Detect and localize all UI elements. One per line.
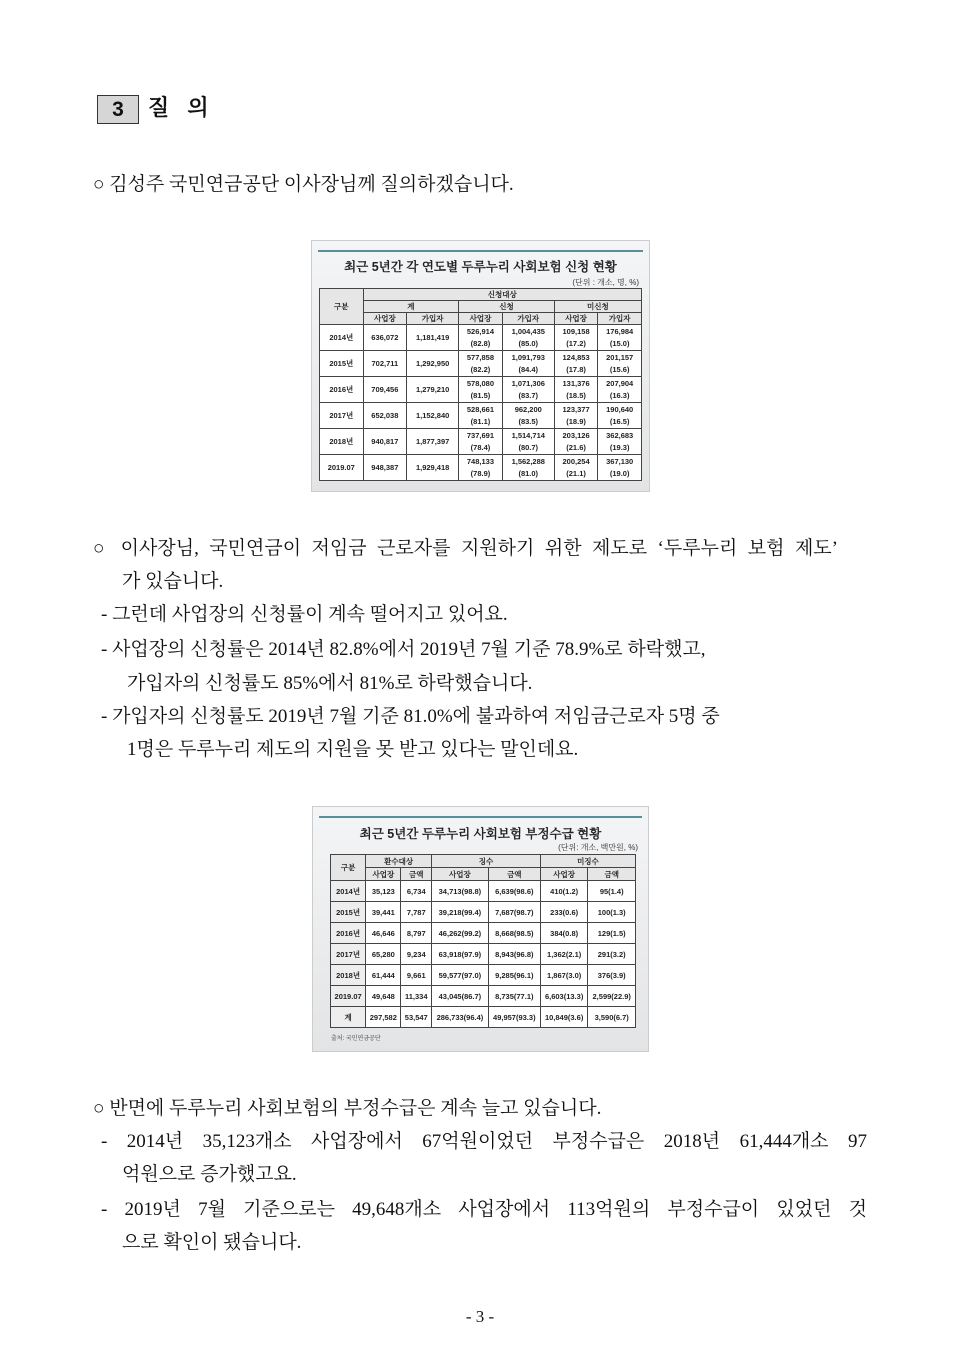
- row-label: 2014년: [320, 325, 364, 351]
- cell-applied-member-pct: (81.0): [502, 468, 554, 481]
- cell-uncollected-amount: 2,599(22.9): [588, 986, 636, 1007]
- cell-applied-member-pct: (80.7): [502, 442, 554, 455]
- title-rule: [319, 816, 642, 818]
- cell-not-biz: 109,158: [554, 325, 598, 338]
- cell-applied-biz-pct: (82.8): [459, 338, 503, 351]
- cell-applied-member: 1,071,306: [502, 377, 554, 390]
- cell-not-member-pct: (15.0): [598, 338, 642, 351]
- cell-applied-biz-pct: (78.9): [459, 468, 503, 481]
- cell-applied-member-pct: (84.4): [502, 364, 554, 377]
- table-unit: (단위: 개소, 백만원, %): [558, 843, 638, 852]
- cell-uncollected-biz: 10,849(3.6): [540, 1007, 588, 1028]
- cell-total-biz: 702,711: [363, 351, 407, 377]
- table-source: 출처: 국민연금공단: [331, 1036, 381, 1042]
- cell-collected-biz: 39,218(99.4): [432, 902, 489, 923]
- para2-line-5: 으로 확인이 됐습니다.: [122, 1232, 302, 1253]
- table-title: 최근 5년간 각 연도별 두루누리 사회보험 신청 현황: [344, 260, 617, 274]
- cell-uncollected-amount: 100(1.3): [588, 902, 636, 923]
- cell-uncollected-biz: 6,603(13.3): [540, 986, 588, 1007]
- table-row: [320, 351, 642, 364]
- para2-line-3: 억원으로 증가했고요.: [122, 1164, 297, 1185]
- para1-line-1: ○ 이사장님, 국민연금이 저임금 근로자를 지원하기 위한 제도로 ‘두루누리 보험 제도’: [93, 538, 838, 559]
- cell-applied-biz: 577,858: [459, 351, 503, 364]
- table-row: [331, 965, 636, 986]
- row-label: 2017년: [331, 944, 366, 965]
- cell-refund-amount: 9,234: [401, 944, 432, 965]
- cell-total-member: 1,279,210: [407, 377, 459, 403]
- cell-uncollected-amount: 95(1.4): [588, 881, 636, 902]
- cell-total-member: 1,152,840: [407, 403, 459, 429]
- para1-line-2: 가 있습니다.: [122, 571, 224, 592]
- table-unit: (단위 : 개소, 명, %): [572, 278, 639, 287]
- application-status-table: [319, 288, 642, 481]
- row-label: 2018년: [331, 965, 366, 986]
- cell-applied-biz-pct: (82.2): [459, 364, 503, 377]
- header-total: 계: [363, 301, 459, 313]
- cell-refund-biz: 39,441: [366, 902, 401, 923]
- cell-refund-biz: 297,582: [366, 1007, 401, 1028]
- table-row: [320, 429, 642, 442]
- cell-total-member: 1,181,419: [407, 325, 459, 351]
- cell-uncollected-amount: 129(1.5): [588, 923, 636, 944]
- header-not-applied: 미신청: [554, 301, 641, 313]
- cell-total-member: 1,292,950: [407, 351, 459, 377]
- cell-not-member-pct: (19.3): [598, 442, 642, 455]
- cell-refund-biz: 49,648: [366, 986, 401, 1007]
- intro-line: ○ 김성주 국민연금공단 이사장님께 질의하겠습니다.: [93, 174, 514, 195]
- row-label: 2016년: [320, 377, 364, 403]
- cell-not-member: 190,640: [598, 403, 642, 416]
- row-label: 2019.07: [320, 455, 364, 481]
- cell-not-member-pct: (16.5): [598, 416, 642, 429]
- cell-not-biz: 123,377: [554, 403, 598, 416]
- row-label: 2018년: [320, 429, 364, 455]
- para2-line-1: ○ 반면에 두루누리 사회보험의 부정수급은 계속 늘고 있습니다.: [93, 1098, 602, 1119]
- row-label: 2014년: [331, 881, 366, 902]
- table-row: [331, 1007, 636, 1028]
- cell-applied-member: 962,200: [502, 403, 554, 416]
- header-member: 가입자: [502, 313, 554, 325]
- header-member: 가입자: [407, 313, 459, 325]
- cell-applied-member: 1,004,435: [502, 325, 554, 338]
- header-group: 구분: [331, 855, 366, 881]
- cell-total-member: 1,929,418: [407, 455, 459, 481]
- cell-total-biz: 636,072: [363, 325, 407, 351]
- cell-not-biz-pct: (18.9): [554, 416, 598, 429]
- cell-refund-biz: 46,646: [366, 923, 401, 944]
- table-row: [331, 944, 636, 965]
- cell-collected-biz: 43,045(86.7): [432, 986, 489, 1007]
- cell-uncollected-amount: 3,590(6.7): [588, 1007, 636, 1028]
- cell-refund-amount: 53,547: [401, 1007, 432, 1028]
- cell-not-biz: 203,126: [554, 429, 598, 442]
- fraud-status-table: [330, 854, 636, 1028]
- header-biz: 사업장: [540, 868, 588, 881]
- cell-applied-member-pct: (83.7): [502, 390, 554, 403]
- header-biz: 사업장: [366, 868, 401, 881]
- cell-not-member-pct: (16.3): [598, 390, 642, 403]
- cell-total-biz: 948,387: [363, 455, 407, 481]
- cell-not-biz-pct: (21.1): [554, 468, 598, 481]
- header-amount: 금액: [588, 868, 636, 881]
- cell-collected-amount: 8,943(96.8): [488, 944, 540, 965]
- cell-not-biz-pct: (17.8): [554, 364, 598, 377]
- header-biz: 사업장: [432, 868, 489, 881]
- cell-refund-amount: 7,787: [401, 902, 432, 923]
- cell-uncollected-biz: 410(1.2): [540, 881, 588, 902]
- row-label: 2017년: [320, 403, 364, 429]
- header-amount: 금액: [488, 868, 540, 881]
- title-rule: [318, 250, 643, 252]
- table-row: [331, 902, 636, 923]
- cell-applied-member: 1,514,714: [502, 429, 554, 442]
- row-label: 2019.07: [331, 986, 366, 1007]
- cell-refund-amount: 8,797: [401, 923, 432, 944]
- header-target: 신청대상: [363, 289, 641, 301]
- cell-not-biz: 200,254: [554, 455, 598, 468]
- cell-applied-biz: 526,914: [459, 325, 503, 338]
- cell-total-member: 1,877,397: [407, 429, 459, 455]
- header-amount: 금액: [401, 868, 432, 881]
- cell-refund-amount: 6,734: [401, 881, 432, 902]
- cell-not-member: 176,984: [598, 325, 642, 338]
- table-row: [320, 325, 642, 338]
- cell-applied-biz-pct: (81.1): [459, 416, 503, 429]
- cell-total-biz: 652,038: [363, 403, 407, 429]
- cell-refund-biz: 65,280: [366, 944, 401, 965]
- cell-not-member: 207,904: [598, 377, 642, 390]
- row-label: 계: [331, 1007, 366, 1028]
- header-member: 가입자: [598, 313, 642, 325]
- cell-uncollected-amount: 291(3.2): [588, 944, 636, 965]
- cell-uncollected-biz: 233(0.6): [540, 902, 588, 923]
- cell-collected-amount: 6,639(98.6): [488, 881, 540, 902]
- cell-collected-amount: 49,957(93.3): [488, 1007, 540, 1028]
- section-title: 질 의: [148, 95, 215, 120]
- cell-applied-biz: 748,133: [459, 455, 503, 468]
- header-uncollected: 미징수: [540, 855, 635, 868]
- cell-applied-biz: 578,080: [459, 377, 503, 390]
- row-label: 2015년: [331, 902, 366, 923]
- cell-applied-member-pct: (85.0): [502, 338, 554, 351]
- fraud-status-table-image: [312, 806, 649, 1052]
- cell-uncollected-amount: 376(3.9): [588, 965, 636, 986]
- cell-not-member-pct: (19.0): [598, 468, 642, 481]
- header-collected: 징수: [432, 855, 541, 868]
- cell-applied-biz: 528,661: [459, 403, 503, 416]
- para2-line-4: - 2019년 7월 기준으로는 49,648개소 사업장에서 113억원의 부정수급이 있었던 것: [101, 1199, 867, 1220]
- cell-not-biz: 131,376: [554, 377, 598, 390]
- header-applied: 신청: [459, 301, 555, 313]
- para1-line-3: - 그런데 사업장의 신청률이 계속 떨어지고 있어요.: [101, 604, 508, 625]
- para1-line-4: - 사업장의 신청률은 2014년 82.8%에서 2019년 7월 기준 78.9%로 하락했고,: [101, 639, 706, 660]
- table-row: [320, 455, 642, 468]
- cell-not-biz-pct: (21.6): [554, 442, 598, 455]
- cell-total-biz: 940,817: [363, 429, 407, 455]
- header-group: 구분: [320, 289, 364, 325]
- cell-collected-biz: 286,733(96.4): [432, 1007, 489, 1028]
- cell-collected-biz: 46,262(99.2): [432, 923, 489, 944]
- para1-line-5: 가입자의 신청률도 85%에서 81%로 하락했습니다.: [127, 673, 533, 694]
- header-biz: 사업장: [459, 313, 503, 325]
- cell-not-biz-pct: (18.5): [554, 390, 598, 403]
- cell-applied-biz-pct: (78.4): [459, 442, 503, 455]
- cell-not-member: 201,157: [598, 351, 642, 364]
- cell-collected-amount: 7,687(98.7): [488, 902, 540, 923]
- application-status-table-image: [311, 240, 650, 492]
- table-row: [320, 377, 642, 390]
- header-biz: 사업장: [363, 313, 407, 325]
- cell-collected-biz: 59,577(97.0): [432, 965, 489, 986]
- cell-uncollected-biz: 1,362(2.1): [540, 944, 588, 965]
- cell-not-member: 367,130: [598, 455, 642, 468]
- cell-collected-amount: 8,735(77.1): [488, 986, 540, 1007]
- cell-applied-member: 1,091,793: [502, 351, 554, 364]
- cell-collected-amount: 8,668(98.5): [488, 923, 540, 944]
- para1-line-6: - 가입자의 신청률도 2019년 7월 기준 81.0%에 불과하여 저임금근로자 5명 중: [101, 706, 720, 727]
- para2-line-2: - 2014년 35,123개소 사업장에서 67억원이었던 부정수급은 2018년 61,444개소 97: [101, 1131, 867, 1152]
- cell-not-biz: 124,853: [554, 351, 598, 364]
- cell-uncollected-biz: 1,867(3.0): [540, 965, 588, 986]
- cell-uncollected-biz: 384(0.8): [540, 923, 588, 944]
- table-row: [320, 403, 642, 416]
- table-title: 최근 5년간 두루누리 사회보험 부정수급 현황: [359, 827, 602, 841]
- cell-total-biz: 709,456: [363, 377, 407, 403]
- row-label: 2016년: [331, 923, 366, 944]
- page-number: - 3 -: [465, 1307, 495, 1326]
- row-label: 2015년: [320, 351, 364, 377]
- cell-not-member: 362,683: [598, 429, 642, 442]
- cell-not-biz-pct: (17.2): [554, 338, 598, 351]
- cell-refund-biz: 35,123: [366, 881, 401, 902]
- cell-collected-biz: 34,713(98.8): [432, 881, 489, 902]
- table-row: [331, 923, 636, 944]
- cell-collected-amount: 9,285(96.1): [488, 965, 540, 986]
- cell-not-member-pct: (15.6): [598, 364, 642, 377]
- cell-collected-biz: 63,918(97.9): [432, 944, 489, 965]
- section-number: 3: [97, 95, 139, 124]
- cell-refund-amount: 9,661: [401, 965, 432, 986]
- cell-refund-amount: 11,334: [401, 986, 432, 1007]
- cell-applied-biz-pct: (81.5): [459, 390, 503, 403]
- cell-refund-biz: 61,444: [366, 965, 401, 986]
- table-row: [331, 986, 636, 1007]
- header-refund: 환수대상: [366, 855, 432, 868]
- cell-applied-member-pct: (83.5): [502, 416, 554, 429]
- table-row: [331, 881, 636, 902]
- cell-applied-member: 1,562,288: [502, 455, 554, 468]
- para1-line-7: 1명은 두루누리 제도의 지원을 못 받고 있다는 말인데요.: [127, 739, 579, 760]
- header-biz: 사업장: [554, 313, 598, 325]
- cell-applied-biz: 737,691: [459, 429, 503, 442]
